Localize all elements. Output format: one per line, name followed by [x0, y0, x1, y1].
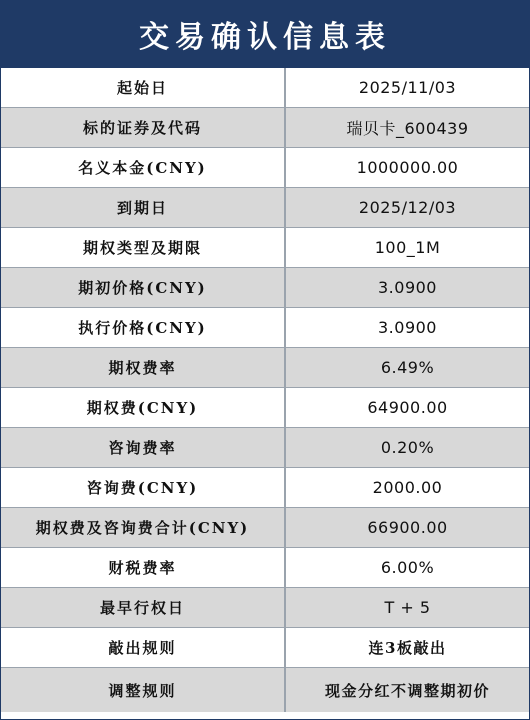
table-row — [1, 348, 529, 388]
table-row — [1, 68, 529, 108]
row-value-strike-price: 3.0900 — [285, 308, 529, 348]
row-value-premium-rate: 6.49% — [285, 348, 529, 388]
row-value-earliest-exercise: T + 5 — [285, 588, 529, 628]
table-row — [1, 228, 529, 268]
table-row — [1, 188, 529, 228]
row-value-start-date: 2025/11/03 — [285, 68, 529, 108]
row-value-advisory-fee: 2000.00 — [285, 468, 529, 508]
row-label-start-date: 起始日 — [1, 68, 285, 108]
row-label-notional: 名义本金(CNY) — [1, 148, 285, 188]
row-label-total-fees: 期权费及咨询费合计(CNY) — [1, 508, 285, 548]
row-value-notional: 1000000.00 — [285, 148, 529, 188]
row-value-knockout-rule: 连3板敲出 — [285, 628, 529, 668]
table-row — [1, 108, 529, 148]
row-value-maturity-date: 2025/12/03 — [285, 188, 529, 228]
table-row — [1, 388, 529, 428]
row-label-advisory-fee: 咨询费(CNY) — [1, 468, 285, 508]
row-label-strike-price: 执行价格(CNY) — [1, 308, 285, 348]
row-value-initial-price: 3.0900 — [285, 268, 529, 308]
row-label-maturity-date: 到期日 — [1, 188, 285, 228]
row-value-adjustment-rule: 现金分红不调整期初价 — [285, 668, 529, 713]
row-label-premium: 期权费(CNY) — [1, 388, 285, 428]
row-label-underlying: 标的证券及代码 — [1, 108, 285, 148]
row-value-advisory-rate: 0.20% — [285, 428, 529, 468]
table-row — [1, 148, 529, 188]
table-row — [1, 268, 529, 308]
row-value-total-fees: 66900.00 — [285, 508, 529, 548]
table-row — [1, 628, 529, 668]
table-row — [1, 508, 529, 548]
table-row — [1, 468, 529, 508]
row-label-initial-price: 期初价格(CNY) — [1, 268, 285, 308]
row-value-option-type: 100_1M — [285, 228, 529, 268]
row-label-knockout-rule: 敲出规则 — [1, 628, 285, 668]
confirmation-table — [1, 68, 529, 712]
row-value-underlying: 瑞贝卡_600439 — [285, 108, 529, 148]
sheet-title: 交易确认信息表 — [1, 1, 529, 68]
table-row — [1, 548, 529, 588]
row-label-option-type: 期权类型及期限 — [1, 228, 285, 268]
table-row — [1, 428, 529, 468]
row-value-tax-rate: 6.00% — [285, 548, 529, 588]
table-row — [1, 588, 529, 628]
row-label-earliest-exercise: 最早行权日 — [1, 588, 285, 628]
row-label-tax-rate: 财税费率 — [1, 548, 285, 588]
row-label-premium-rate: 期权费率 — [1, 348, 285, 388]
table-row — [1, 308, 529, 348]
table-row — [1, 668, 529, 713]
row-label-adjustment-rule: 调整规则 — [1, 668, 285, 713]
row-label-advisory-rate: 咨询费率 — [1, 428, 285, 468]
row-value-premium: 64900.00 — [285, 388, 529, 428]
